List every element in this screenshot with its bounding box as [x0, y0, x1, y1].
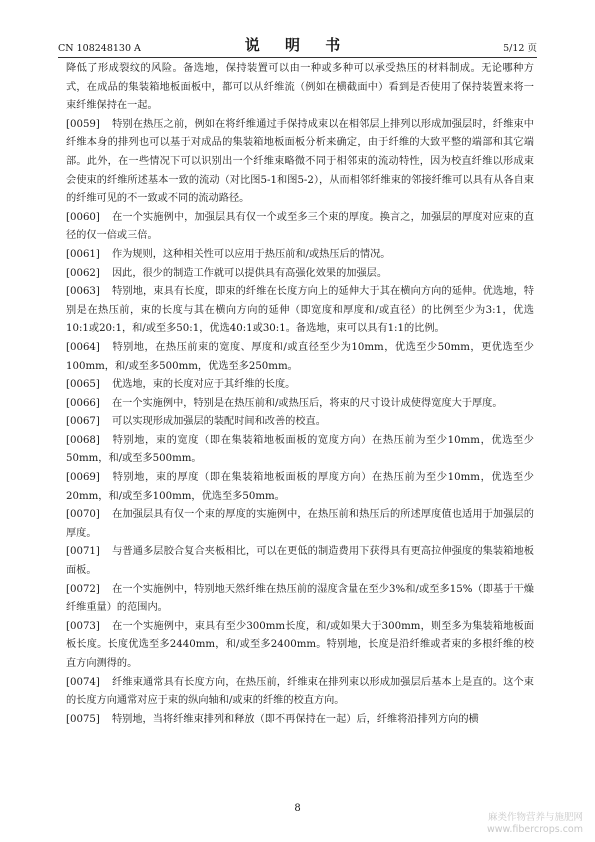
paragraph-number: [0075]: [66, 713, 100, 725]
patent-number: CN 108248130 A: [58, 43, 141, 54]
paragraph-text: 在一个实施例中，特别是在热压前和/或热压后，将束的尺寸设计成使得宽度大于厚度。: [112, 397, 503, 409]
paragraph-number: [0070]: [66, 509, 100, 521]
paragraph: [66, 618, 534, 674]
page-number: 8: [294, 803, 301, 814]
paragraph-number: [0069]: [66, 472, 100, 484]
paragraph-text: 与普通多层胶合复合夹板相比，可以在更低的制造费用下获得具有更高拉伸强度的集装箱地板面板。: [66, 546, 534, 577]
paragraph-number: [0068]: [66, 434, 100, 446]
paragraph-text: 在一个实施例中，加强层具有仅一个或至多三个束的厚度。换言之，加强层的厚度对应束的直径的仅一倍或三倍。: [66, 211, 534, 242]
paragraph-text: 在一个实施例中，特别地天然纤维在热压前的湿度含量在至少3%和/或至多15%（即基于干燥纤维重量）的范围内。: [66, 583, 534, 614]
paragraph: [66, 339, 534, 376]
paragraph: [66, 581, 534, 618]
paragraph-number: [0065]: [66, 379, 100, 391]
paragraph-text: 作为规则，这种相关性可以应用于热压前和/或热压后的情况。: [112, 248, 391, 260]
paragraph: [66, 469, 534, 506]
paragraph: [66, 246, 534, 265]
paragraph-number: [0064]: [66, 341, 100, 353]
paragraph: [66, 116, 534, 209]
paragraph-number: [0063]: [66, 286, 100, 298]
paragraph-text: 在加强层具有仅一个束的厚度的实施例中，在热压前和热压后的所述厚度值也适用于加强层的厚度。: [66, 509, 534, 539]
paragraph-text: 降低了形成裂纹的风险。备选地，保持装置可以由一种或多种可以承受热压的材料制成。无论哪种方式，在成品的集装箱地板面板中，都可以从纤维流（例如在横截面中）看到是否使用了保持装置来将一束纤维保持在一起。: [66, 63, 534, 112]
watermark: [487, 812, 583, 836]
paragraph-number: [0072]: [66, 583, 100, 595]
paragraph-text: 特别地，束的宽度（即在集装箱地板面板的宽度方向）在热压前为至少10mm，优选至少50mm，和/或至多500mm。: [66, 434, 534, 465]
paragraph-text: 特别在热压之前，例如在将纤维通过手保持成束以在相邻层上排列以形成加强层时，纤维束中纤维本身的排列也可以基于对成品的集装箱地板面板分析来确定，由于纤维的大致平整的端部和其它端部。此外，在一些情况下可以识别出一个纤维束略微不同于相邻束的流动特性，因为校直纤维以形成束会使束的纤维所述基本一致的流动（对比图5-1和图5-2），从而相邻纤维束的邻接纤维可以具有从各自束的纤维可见的不一致或不同的流动路径。: [66, 118, 534, 205]
paragraph-text: 特别地，在热压前束的宽度、厚度和/或直径至少为10mm，优选至少50mm，更优选至少100mm，和/或至多500mm，优选至多250mm。: [66, 341, 534, 372]
paragraph-number: [0059]: [66, 118, 100, 130]
document-body: [66, 60, 534, 729]
paragraph-text: 优选地，束的长度对应于其纤维的长度。: [112, 379, 296, 391]
document-title: 说 明 书: [244, 36, 351, 54]
watermark-line-1: 麻类作物营养与施肥网: [487, 812, 583, 823]
paragraph: [66, 60, 534, 116]
paragraph-number: [0060]: [66, 211, 100, 223]
paragraph: [66, 506, 534, 543]
paragraph: [66, 376, 534, 395]
paragraph: [66, 265, 534, 284]
paragraph-text: 特别地，束具有长度，即束的纤维在长度方向上的延伸大于其在横向方向的延伸。优选地，特别是在热压前，束的长度与其在横向方向的延伸（即宽度和厚度和/或直径）的比例至少为3:1，优选10:1或20:1，和/或至多50:1，优选40:1或30:1。备选地，束可以具有1:1的比例。: [66, 286, 534, 335]
paragraph-text: 可以实现形成加强层的装配时间和改善的校直。: [112, 416, 326, 428]
paragraph-number: [0062]: [66, 267, 100, 279]
paragraph-text: 特别地，当将纤维束排列和释放（即不再保持在一起）后，纤维将沿排列方向的横: [112, 713, 479, 725]
page-label: 5/12 页: [503, 43, 537, 54]
paragraph: [66, 283, 534, 339]
paragraph-text: 特别地，束的厚度（即在集装箱地板面板的厚度方向）在热压前为至少10mm，优选至少20mm，和/或至多100mm，优选至多50mm。: [66, 472, 534, 502]
paragraph-number: [0074]: [66, 676, 100, 688]
paragraph: [66, 413, 534, 432]
paragraph-text: 纤维束通常具有长度方向，在热压前，纤维束在排列束以形成加强层后基本上是直的。这个束的长度方向通常对应于束的纵向轴和/或束的纤维的校直方向。: [66, 676, 534, 707]
paragraph: [66, 209, 534, 246]
paragraph-number: [0071]: [66, 546, 100, 558]
paragraph: [66, 711, 534, 730]
watermark-line-2: www.fibercrops.com: [486, 824, 583, 835]
paragraph: [66, 674, 534, 711]
page-header: [58, 36, 537, 58]
paragraph-number: [0073]: [66, 620, 100, 632]
paragraph: [66, 432, 534, 469]
paragraph-text: 在一个实施例中，束具有至少300mm长度，和/或如果大于300mm，则至多为集装箱地板面板长度。长度优选至多2440mm，和/或至多2400mm。特别地，长度是沿纤维或者束的多根纤维的校直方向测得的。: [66, 620, 534, 669]
paragraph: [66, 543, 534, 580]
paragraph-text: 因此，很少的制造工作就可以提供具有高强化效果的加强层。: [112, 267, 388, 279]
paragraph: [66, 395, 534, 414]
paragraph-number: [0067]: [66, 416, 100, 428]
paragraph-number: [0061]: [66, 248, 100, 260]
paragraph-number: [0066]: [66, 397, 100, 409]
